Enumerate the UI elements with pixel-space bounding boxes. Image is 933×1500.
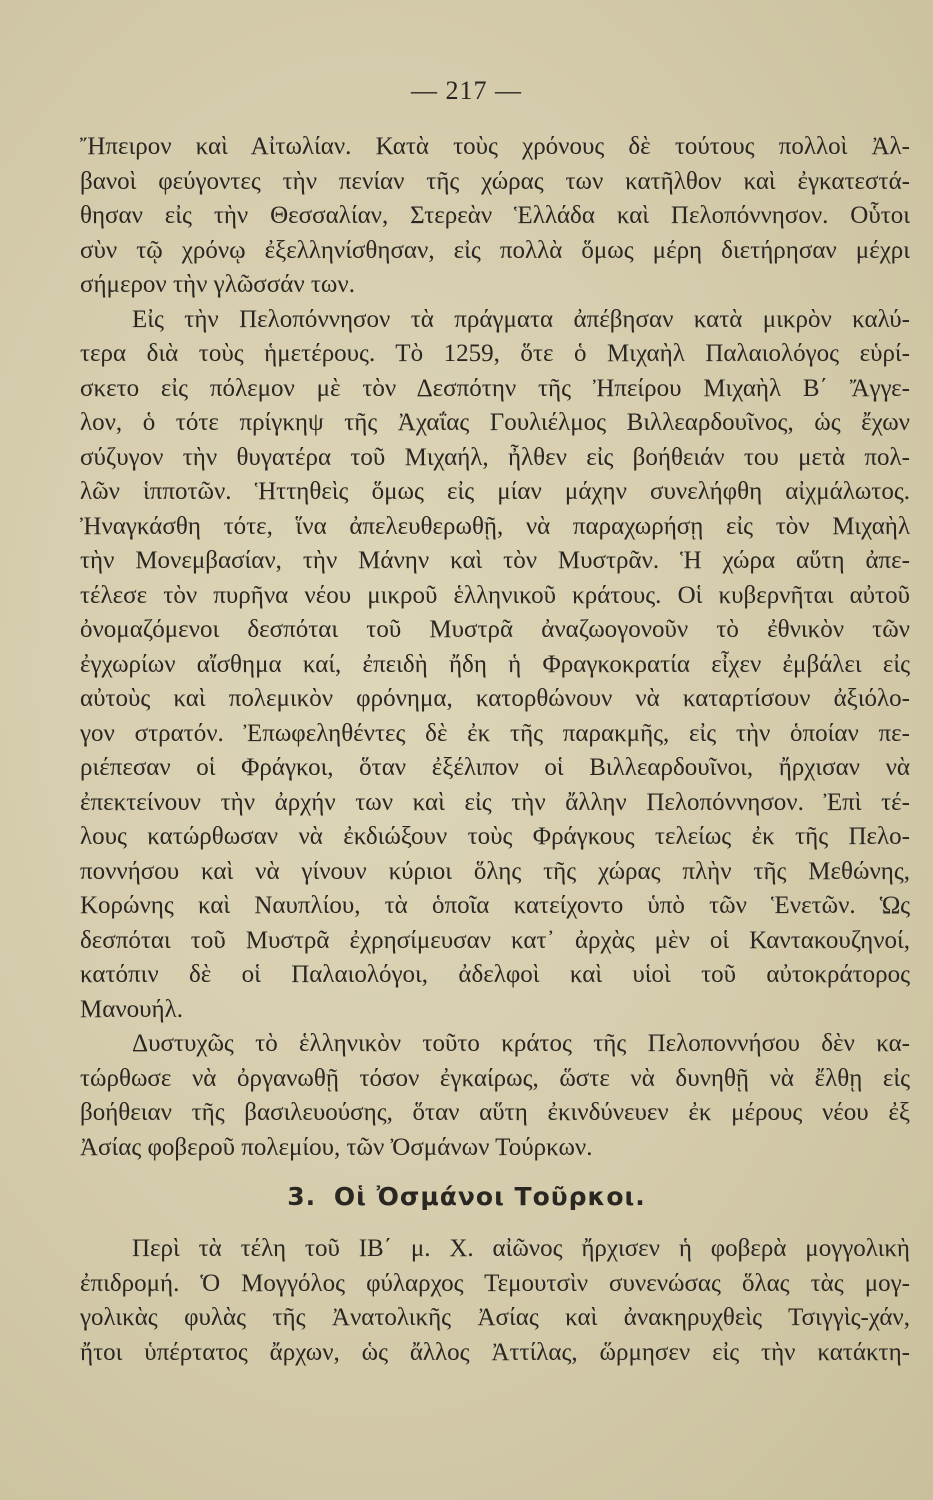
text-line: τὴν Μονεμβασίαν, τὴν Μάνην καὶ τὸν Μυστρᾶν. Ἡ χώρα αὕτη ἀπε- — [80, 547, 910, 574]
body-text-block-1 — [80, 130, 910, 1165]
text-line: Ἠναγκάσθη τότε, ἵνα ἀπελευθερωθῇ, νὰ παραχωρήσῃ εἰς τὸν Μιχαὴλ — [80, 512, 910, 540]
section-title: Οἱ Ὀσμάνοι Τοῦρκοι. — [333, 1182, 646, 1211]
text-line: σήμερον τὴν γλῶσσάν των. — [80, 271, 355, 298]
text-line: λῶν ἱπποτῶν. Ἡττηθεὶς ὅμως εἰς μίαν μάχην συνελήφθη αἰχμάλωτος. — [80, 478, 910, 505]
text-line: σὺν τῷ χρόνῳ ἐξελληνίσθησαν, εἰς πολλὰ ὅμως μέρη διετήρησαν μέχρι — [80, 236, 910, 264]
section-number: 3. — [287, 1182, 317, 1211]
text-line: σκετο εἰς πόλεμον μὲ τὸν Δεσπότην τῆς Ἠπείρου Μιχαὴλ Β΄ Ἄγγε- — [80, 374, 910, 402]
text-line: βοήθειαν τῆς βασιλευούσης, ὅταν αὕτη ἐκινδύνευεν ἐκ μέρους νέου ἐξ — [80, 1099, 910, 1126]
text-line: ἐπιδρομή. Ὁ Μογγόλος φύλαρχος Τεμουτσὶν συνενώσας ὅλας τὰς μογ- — [80, 1269, 910, 1297]
text-line: γολικὰς φυλὰς τῆς Ἀνατολικῆς Ἀσίας καὶ ἀνακηρυχθεὶς Τσιγγὶς-χάν, — [80, 1304, 910, 1331]
text-line: λον, ὁ τότε πρίγκηψ τῆς Ἀχαΐας Γουλιέλμος Βιλλεαρδουῖνος, ὡς ἔχων — [80, 409, 910, 436]
text-line: Δυστυχῶς τὸ ἑλληνικὸν τοῦτο κράτος τῆς Πελοποννήσου δὲν κα- — [132, 1030, 910, 1057]
text-line: Περὶ τὰ τέλη τοῦ ΙΒ΄ μ. Χ. αἰῶνος ἤρχισεν ἡ φοβερὰ μογγολικὴ — [132, 1235, 910, 1262]
text-line: δεσπόται τοῦ Μυστρᾶ ἐχρησίμευσαν κατ᾽ ἀρχὰς μὲν οἱ Καντακουζηνοί, — [80, 926, 910, 954]
text-line: Μανουήλ. — [80, 995, 183, 1023]
text-line: κατόπιν δὲ οἱ Παλαιολόγοι, ἀδελφοὶ καὶ υἱοὶ τοῦ αὐτοκράτορος — [80, 961, 910, 988]
text-line: ποννήσου καὶ νὰ γίνουν κύριοι ὅλης τῆς χώρας πλὴν τῆς Μεθώνης, — [80, 857, 910, 885]
text-line: Ἀσίας φοβεροῦ πολεμίου, τῶν Ὀσμάνων Τούρκων. — [80, 1133, 593, 1161]
text-line: Κορώνης καὶ Ναυπλίου, τὰ ὁποῖα κατείχοντο ὑπὸ τῶν Ἑνετῶν. Ὡς — [80, 892, 910, 919]
text-line: λους κατώρθωσαν νὰ ἐκδιώξουν τοὺς Φράγκους τελείως ἐκ τῆς Πελο- — [80, 823, 910, 850]
section-heading — [0, 1182, 933, 1211]
body-text-block-2 — [80, 1232, 910, 1370]
text-line: θησαν εἰς τὴν Θεσσαλίαν, Στερεὰν Ἑλλάδα καὶ Πελοπόννησον. Οὗτοι — [80, 202, 910, 229]
text-line: σύζυγον τὴν θυγατέρα τοῦ Μιχαήλ, ἦλθεν εἰς βοήθειάν του μετὰ πολ- — [80, 443, 910, 471]
text-line: ριέπεσαν οἱ Φράγκοι, ὅταν ἐξέλιπον οἱ Βιλλεαρδουῖνοι, ἤρχισαν νὰ — [80, 754, 910, 781]
text-line: τερα διὰ τοὺς ἡμετέρους. Τὸ 1259, ὅτε ὁ Μιχαὴλ Παλαιολόγος εὑρί- — [80, 340, 910, 367]
text-line: βανοὶ φεύγοντες τὴν πενίαν τῆς χώρας των κατῆλθον καὶ ἐγκατεστά- — [80, 167, 910, 195]
text-line: τέλεσε τὸν πυρῆνα νέου μικροῦ ἑλληνικοῦ κράτους. Οἱ κυβερνῆται αὐτοῦ — [80, 581, 910, 609]
text-line: Εἰς τὴν Πελοπόννησον τὰ πράγματα ἀπέβησαν κατὰ μικρὸν καλύ- — [132, 305, 910, 333]
text-line: ἤτοι ὑπέρτατος ἄρχων, ὡς ἄλλος Ἀττίλας, ὥρμησεν εἰς τὴν κατάκτη- — [80, 1338, 910, 1366]
page-number: — 217 — — [411, 76, 522, 105]
text-line: ὀνομαζόμενοι δεσπόται τοῦ Μυστρᾶ ἀναζωογονοῦν τὸ ἐθνικὸν τῶν — [80, 616, 910, 643]
text-line: τώρθωσε νὰ ὀργανωθῇ τόσον ἐγκαίρως, ὥστε νὰ δυνηθῇ νὰ ἔλθῃ εἰς — [80, 1064, 910, 1092]
text-line: Ἤπειρον καὶ Αἰτωλίαν. Κατὰ τοὺς χρόνους δὲ τούτους πολλοὶ Ἀλ- — [80, 133, 910, 160]
text-line: γον στρατόν. Ἐπωφεληθέντες δὲ ἐκ τῆς παρακμῆς, εἰς τὴν ὁποίαν πε- — [80, 719, 910, 747]
text-line: αὐτοὺς καὶ πολεμικὸν φρόνημα, κατορθώνουν νὰ καταρτίσουν ἀξιόλο- — [80, 685, 910, 712]
text-line: ἐπεκτείνουν τὴν ἀρχήν των καὶ εἰς τὴν ἄλλην Πελοπόννησον. Ἐπὶ τέ- — [80, 788, 910, 816]
text-line: ἐγχωρίων αἴσθημα καί, ἐπειδὴ ἤδη ἡ Φραγκοκρατία εἶχεν ἐμβάλει εἰς — [80, 650, 910, 678]
